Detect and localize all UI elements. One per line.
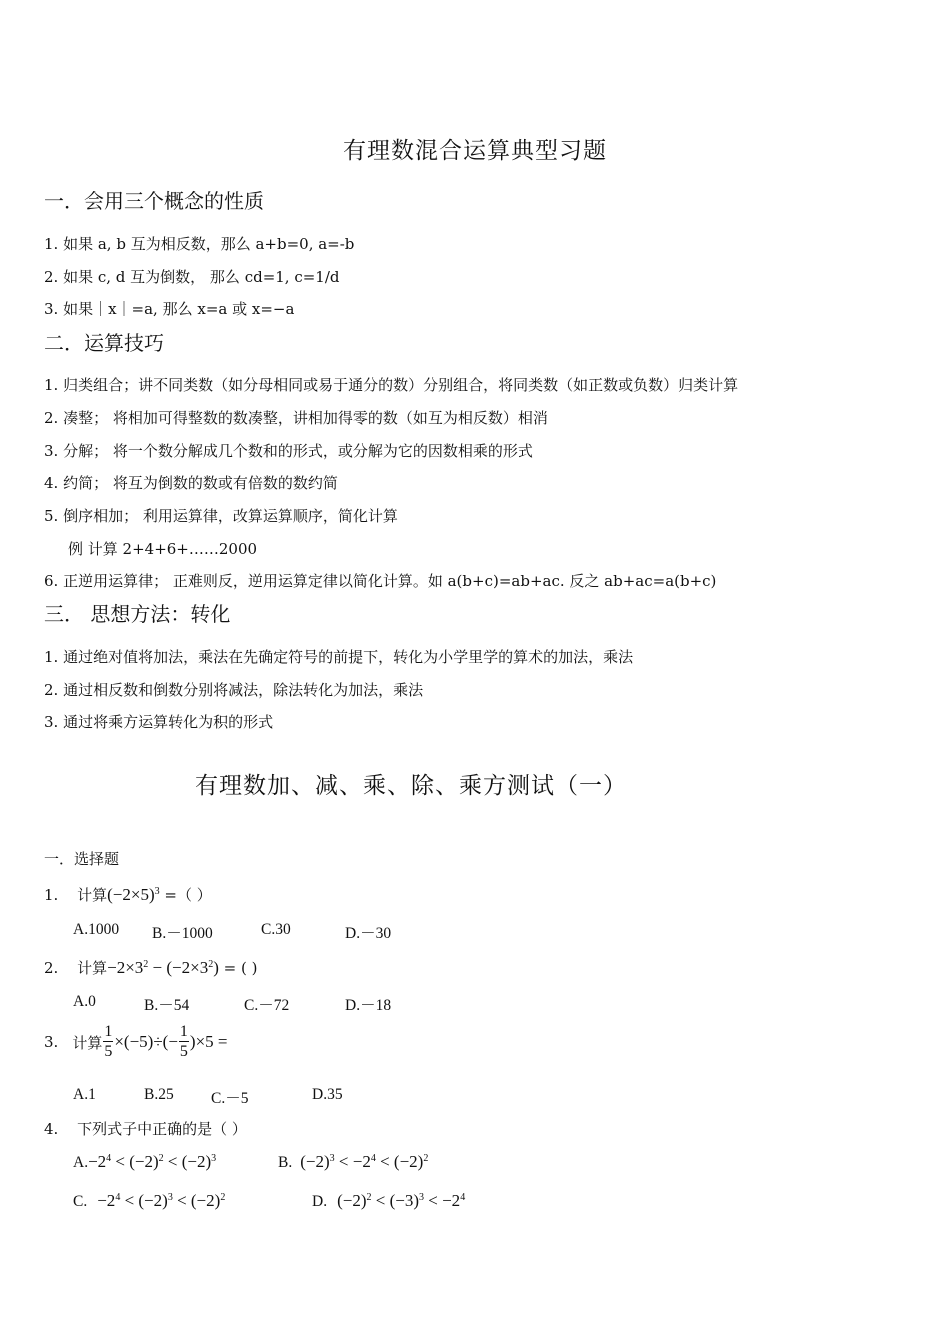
q3-option-b[interactable]: B.25 [144, 1086, 174, 1103]
technique-item-2: 2. 凑整； 将相加可得整数的数凑整，讲相加得零的数（如互为相反数）相消 [44, 409, 548, 427]
q1-option-c[interactable]: C.30 [261, 921, 291, 938]
technique-item-6: 6. 正逆用运算律； 正难则反，逆用运算定律以简化计算。如 a(b+c)=ab+ac. 反之 ab+ac=a(b+c) [44, 572, 717, 590]
quiz-heading: 一．选择题 [44, 850, 120, 868]
question-3 [44, 1024, 228, 1060]
question-2 [44, 957, 257, 978]
technique-item-1: 1. 归类组合；讲不同类数（如分母相同或易于通分的数）分别组合，将同类数（如正数或负数）归类计算 [44, 376, 739, 394]
q4-option-a-expression: $-2^4 < (-2)^2 < (-2)^3$ [88, 1152, 217, 1171]
q2-option-a[interactable]: A.0 [73, 993, 96, 1010]
question-blank: = ( ) [218, 959, 258, 977]
q2-option-b[interactable]: B.－54 [144, 997, 190, 1014]
q3-option-a[interactable]: A.1 [73, 1086, 96, 1103]
q4-option-a[interactable]: $A.-2^4 < (-2)^2 < (-2)^3$ [73, 1152, 217, 1171]
question-prefix: 计算 [77, 959, 108, 977]
method-item-1: 1. 通过绝对值将加法，乘法在先确定符号的前提下，转化为小学里学的算术的加法，乘法 [44, 648, 634, 666]
question-number: 1. [44, 886, 59, 904]
question-number: 2. [44, 959, 59, 977]
q3-option-c[interactable]: C.－5 [211, 1090, 249, 1107]
test-title: 有理数加、减、乘、除、乘方测试（一） [195, 773, 627, 799]
page-title: 有理数混合运算典型习题 [343, 138, 607, 164]
q4-option-c-expression: $-2^4 < (-2)^3 < (-2)^2$ [97, 1191, 226, 1210]
concept-item-3: 3. 如果｜x｜=a, 那么 x=a 或 x=−a [44, 300, 295, 318]
q1-option-d[interactable]: D.－30 [345, 925, 392, 942]
question-text: 下列式子中正确的是（ ） [77, 1120, 247, 1138]
technique-item-3: 3. 分解； 将一个数分解成几个数和的形式，或分解为它的因数相乘的形式 [44, 442, 533, 460]
q2-option-d[interactable]: D.－18 [345, 997, 392, 1014]
concept-item-2: 2. 如果 c, d 互为倒数， 那么 cd=1, c=1/d [44, 268, 340, 286]
question-prefix: 计算 [72, 1033, 103, 1052]
concept-item-1: 1. 如果 a, b 互为相反数，那么 a+b=0, a=-b [44, 235, 355, 253]
q1-option-a[interactable]: A.1000 [73, 921, 120, 938]
q4-option-b-expression: $(-2)^3 < -2^4 < (-2)^2$ [300, 1152, 429, 1171]
q3-expression: $\frac{1}{5}$ ×(−5)÷(− $\frac{1}{5}$ )×5 = [104, 1023, 228, 1060]
q4-option-c[interactable]: C. $-2^4 < (-2)^3 < (-2)^2$ [73, 1191, 226, 1210]
q4-option-b[interactable]: B. $(-2)^3 < -2^4 < (-2)^2$ [278, 1152, 429, 1171]
q3-option-d[interactable]: D.35 [312, 1086, 343, 1103]
q4-option-d-expression: $(-2)^2 < (-3)^3 < -2^4$ [337, 1191, 466, 1210]
section-heading-concepts: 一．会用三个概念的性质 [44, 189, 264, 213]
section-heading-methods: 三． 思想方法：转化 [44, 602, 231, 626]
q1-option-b[interactable]: B.－1000 [152, 925, 213, 942]
question-prefix: 计算 [77, 886, 108, 904]
q4-option-d[interactable]: D. $(-2)^2 < (-3)^3 < -2^4$ [312, 1191, 466, 1210]
question-blank: =（ ） [159, 886, 212, 904]
technique-item-4: 4. 约简； 将互为倒数的数或有倍数的数约简 [44, 474, 338, 492]
question-4 [44, 1118, 247, 1139]
question-number: 4. [44, 1120, 59, 1138]
technique-item-5: 5. 倒序相加； 利用运算律，改算运算顺序，简化计算 [44, 507, 398, 525]
q2-option-c[interactable]: C.－72 [244, 997, 290, 1014]
question-1 [44, 884, 212, 905]
question-number: 3. [44, 1033, 59, 1051]
technique-example: 例 计算 2+4+6+……2000 [68, 540, 258, 558]
q2-expression: $-2\times 3^2 - (-2\times 3^2)$ [107, 958, 219, 977]
method-item-2: 2. 通过相反数和倒数分别将减法，除法转化为加法，乘法 [44, 681, 424, 699]
q1-expression: $(-2\times 5)^3$ [107, 885, 160, 904]
section-heading-techniques: 二．运算技巧 [44, 331, 164, 355]
method-item-3: 3. 通过将乘方运算转化为积的形式 [44, 713, 274, 731]
